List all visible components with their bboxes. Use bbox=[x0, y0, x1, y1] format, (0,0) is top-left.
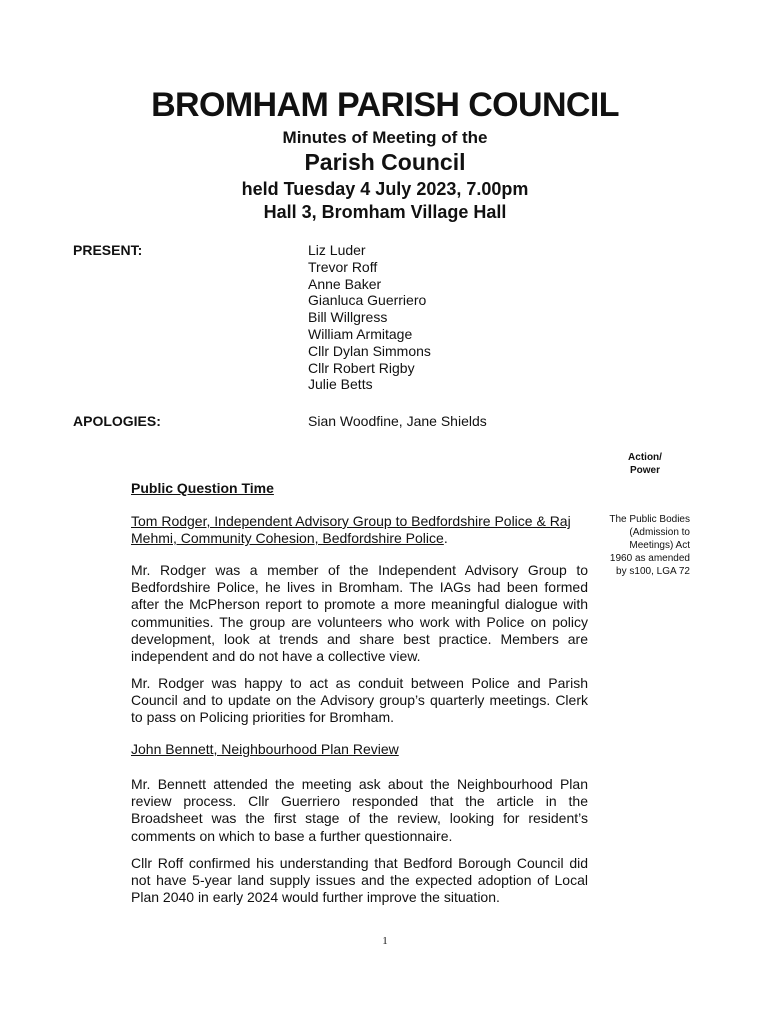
side-note-line: The Public Bodies bbox=[609, 514, 690, 525]
apologies-label: APOLOGIES: bbox=[73, 413, 161, 429]
section-heading: Public Question Time bbox=[131, 480, 274, 496]
present-name: Bill Willgress bbox=[308, 309, 388, 326]
action-column-heading bbox=[610, 451, 680, 477]
side-note-line: Meetings) Act bbox=[629, 540, 690, 551]
paragraph: Mr. Bennett attended the meeting ask about the Neighbourhood Plan review process. Cllr Guerriero responded that the article in the Broadsheet was the first stage of the review, looking for resident’s comments on which to base a further questionnaire. bbox=[131, 776, 588, 844]
side-note-line: (Admission to bbox=[629, 527, 690, 538]
meeting-venue: Hall 3, Bromham Village Hall bbox=[263, 202, 507, 222]
page-number: 1 bbox=[382, 935, 388, 947]
item-title-text: Tom Rodger, Independent Advisory Group to Bedfordshire Police & Raj Mehmi, Community Cohesion, Bedfordshire Police bbox=[131, 513, 571, 547]
meeting-date: held Tuesday 4 July 2023, 7.00pm bbox=[241, 179, 529, 199]
paragraph: Mr. Rodger was a member of the Independent Advisory Group to Bedfordshire Police, he lives in Bromham. The IAGs had been formed after the McPherson report to promote a more meaningful dialogue with communities. The group are volunteers who work with Police on policy development, look at trends and share best practice. Members are independent and do not have a collective view. bbox=[131, 562, 588, 665]
present-label: PRESENT: bbox=[73, 242, 143, 258]
side-note-line: 1960 as amended bbox=[609, 553, 690, 564]
body-name-heading: Parish Council bbox=[304, 149, 466, 175]
action-heading-line: Action/ bbox=[628, 452, 662, 463]
present-name: Gianluca Guerriero bbox=[308, 292, 427, 309]
council-name-title: BROMHAM PARISH COUNCIL bbox=[151, 86, 619, 124]
present-name: Julie Betts bbox=[308, 376, 373, 393]
action-heading-line: Power bbox=[629, 465, 660, 476]
side-note-line: by s100, LGA 72 bbox=[616, 566, 690, 577]
paragraph: Cllr Roff confirmed his understanding that Bedford Borough Council did not have 5-year land supply issues and the expected adoption of Local Plan 2040 in early 2024 would further improve the situation. bbox=[131, 855, 588, 906]
present-name: William Armitage bbox=[308, 325, 413, 342]
present-name: Cllr Robert Rigby bbox=[308, 359, 415, 376]
paragraph: Mr. Rodger was happy to act as conduit between Police and Parish Council and to update on the Advisory group’s quarterly meetings. Clerk to pass on Policing priorities for Bromham. bbox=[131, 675, 588, 726]
item-title: Tom Rodger, Independent Advisory Group to Bedfordshire Police & Raj Mehmi, Community Cohesion, Bedfordshire Police. bbox=[131, 513, 571, 547]
present-name: Trevor Roff bbox=[308, 258, 378, 275]
apologies-names: Sian Woodfine, Jane Shields bbox=[308, 413, 487, 429]
present-list bbox=[308, 242, 431, 393]
action-side-note bbox=[598, 513, 690, 578]
minutes-subtitle: Minutes of Meeting of the bbox=[282, 128, 488, 147]
present-name: Cllr Dylan Simmons bbox=[308, 342, 431, 359]
present-name: Liz Luder bbox=[308, 242, 366, 258]
present-name: Anne Baker bbox=[308, 275, 382, 292]
item-title: John Bennett, Neighbourhood Plan Review bbox=[131, 741, 399, 757]
